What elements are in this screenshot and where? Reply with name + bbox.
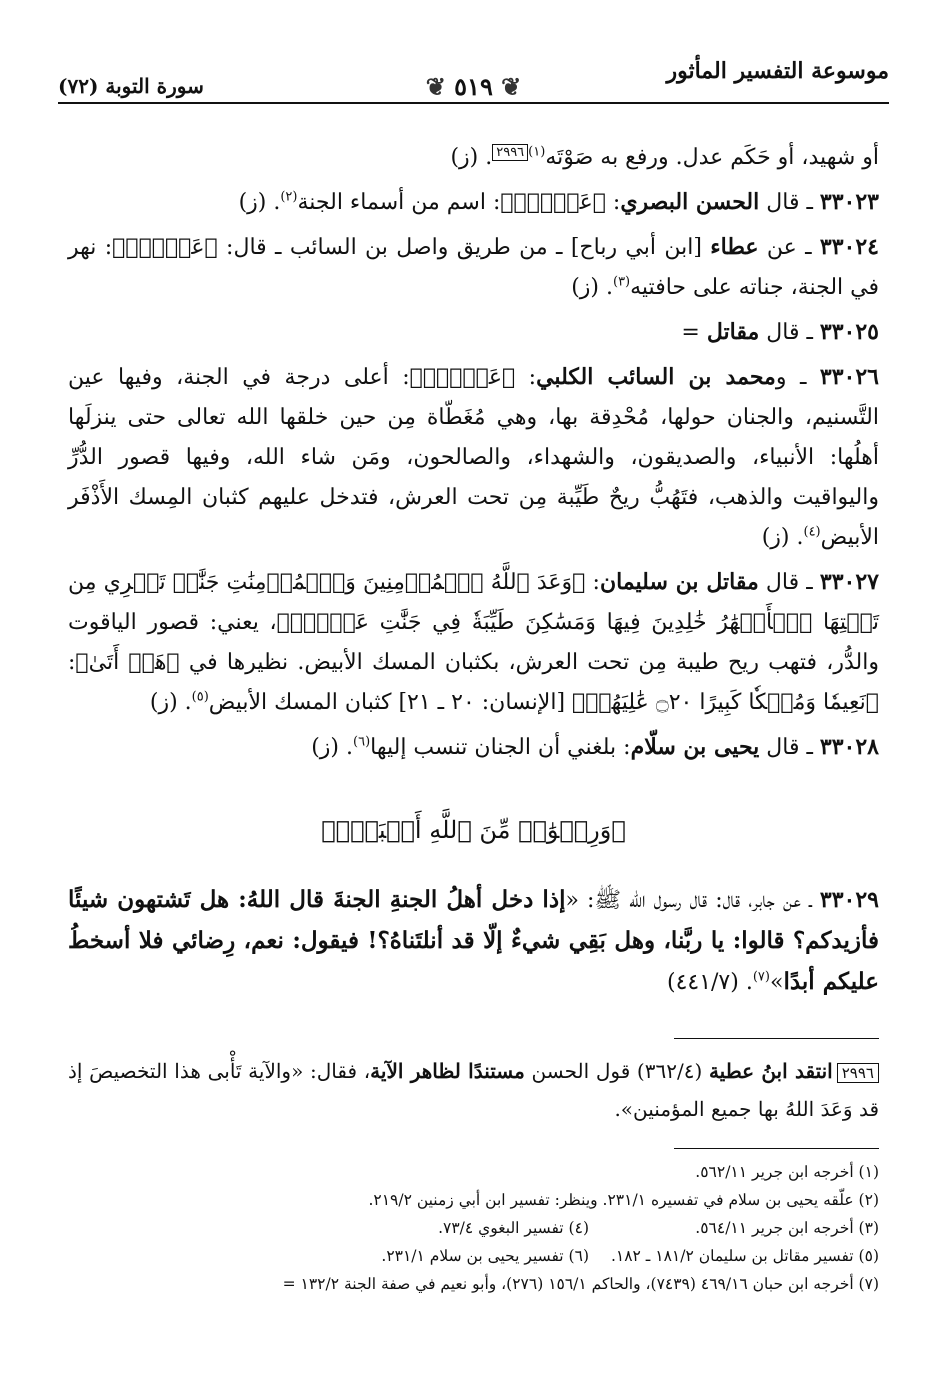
commentary-note (68, 1052, 879, 1128)
text: ـ و (775, 365, 820, 390)
narrator-name: عطاء (710, 234, 759, 260)
text: ، فقال: «والآية تَأْبى هذا التخصيصَ إذ قد وَعَدَ اللهُ بها جميع المؤمنين». (68, 1059, 879, 1121)
narration-33029 (68, 880, 879, 1003)
footnote-row (50, 1242, 879, 1270)
text: ـ قال (759, 320, 820, 345)
footnote: (٥) تفسير مقاتل بن سليمان ١٨١/٢ ـ ١٨٢. (610, 1247, 879, 1265)
narration-number: ٣٣٠٢٦ (819, 364, 879, 390)
footnote-ref: (٢) (280, 189, 298, 205)
header-rule (58, 102, 889, 104)
text: ـ قال (759, 190, 820, 215)
footnote: (١) أخرجه ابن جرير ٥٦٢/١١. (695, 1163, 879, 1181)
text: : ﴿وَعَدَ ٱللَّهُ ٱلۡمُؤۡمِنِينَ وَٱلۡمُؤۡمِنَٰتِ جَنَّٰتٖ تَجۡرِي مِن تَحۡتِهَا ٱلۡأَنۡهَٰرُ خَٰلِدِينَ فِيهَا وَمَسَٰكِنَ طَيِّبَةٗ فِي جَنَّٰتِ عَدۡنٍۚ﴾، يعني: قصور الياقوت والدُّر، فتهب ريح طيبة مِن تحت العرش، بكثبان المسك الأبيض. نظيرها في ﴿هَلۡ أَتَىٰ﴾: ﴿نَعِيمٗا وَمُلۡكٗا كَبِيرًا ۝٢٠ عَٰلِيَهُمۡ﴾ [الإنسان: ٢٠ ـ ٢١] كثبان المسك الأبيض (68, 570, 879, 715)
paragraph (68, 138, 879, 178)
footnote-ref: (٥) (191, 689, 209, 705)
footnote: (٢) علّقه يحيى بن سلام في تفسيره ٢٣١/١. وينظر: تفسير ابن أبي زمنين ٢١٩/٢. (368, 1191, 879, 1209)
text: . (ز) (571, 275, 613, 300)
narration-number: ٣٣٠٢٩ (819, 887, 879, 913)
narration-33027 (68, 562, 879, 723)
footnotes (50, 1158, 879, 1298)
narration-number: ٣٣٠٢٤ (819, 234, 879, 260)
narration-number: ٣٣٠٢٣ (819, 189, 879, 215)
commentary-number-box: ٢٩٩٦ (837, 1063, 879, 1083)
narration-33026 (68, 357, 879, 558)
footnote-ref: (٤) (803, 524, 821, 540)
text: (٣٦٢/٤) قول الحسن (524, 1059, 709, 1083)
footnote-ref: (٦) (353, 734, 371, 750)
book-title: موسوعة التفسير المأثور (666, 58, 889, 84)
verse-heading: ﴿وَرِضۡوَٰنٞ مِّنَ ٱللَّهِ أَكۡبَرُۚ﴾ (321, 816, 626, 844)
narrator-name: يحيى بن سلّام (630, 734, 760, 760)
footnote-ref: (١) (528, 144, 546, 160)
narration-number: ٣٣٠٢٥ (819, 319, 879, 345)
text: . (ز) (238, 190, 281, 215)
text: . (ز) (311, 735, 353, 760)
text: انتقد ابنُ عطية (708, 1059, 833, 1083)
narrator-name: مقاتل (706, 319, 760, 345)
commentary-ref-box: ٢٩٩٦ (492, 144, 528, 161)
narration-33024 (68, 227, 879, 308)
footnote-row (50, 1214, 879, 1242)
narration-33025 (68, 312, 879, 353)
text: : بلغني أن الجنان تنسب إليها (370, 735, 631, 760)
text: أو شهيد، أو حَكَم عدل. ورفع به صَوْتَه (545, 145, 879, 170)
narration-33028 (68, 727, 879, 768)
ornament-icon: ❦ (492, 72, 522, 101)
text: = (681, 320, 707, 345)
text: : ﴿عَدۡنٍۚ﴾: أعلى درجة في الجنة، وفيها عين التَّسنيم، والجنان حولها، مُحْدِقة بها، وهي مُغَطّاة مِن حين خلقها الله تعالى حتى ينزلَها أهلُها: الأنبياء، والصديقون، والشهداء، والصالحون، ومَن شاء الله، وفيها قصور الدُّرِّ واليواقيت والذهب، فتَهُبُّ ريحٌ طَيِّبة مِن تحت العرش، فتدخل عليهم كثبان المِسك الأَذْفَر الأبيض (68, 365, 879, 550)
text: . (ز) (149, 690, 192, 715)
text: مستندًا لظاهر الآية (370, 1059, 525, 1083)
main-text (68, 138, 879, 1007)
text: . (ز) (450, 145, 493, 170)
text: ـ قال (758, 570, 820, 595)
page-header (58, 52, 889, 104)
narrator-name: الحسن البصري (620, 189, 760, 215)
narration-33023 (68, 182, 879, 223)
text: ـ قال (759, 735, 820, 760)
footnote: (٦) تفسير يحيى بن سلام ٢٣١/١. (381, 1247, 589, 1265)
footnote-ref: (٧) (752, 969, 770, 985)
separator-line (674, 1148, 879, 1149)
hadith-text: إذا دخل أهلُ الجنةِ الجنةَ قال اللهُ: هل تَشتهون شيئًا فأزيدكم؟ قالوا: يا ربَّنا، وهل بَقِي شيءٌ إلّا قد أنلتَناهُ؟! فيقول: نعم، رِضائي فلا أسخطُ عليكم أبدًا (68, 886, 879, 995)
separator-line (674, 1038, 879, 1039)
text: [ابن أبي رباح] ـ من طريق واصل بن السائب ـ قال: ﴿عَدۡنٍۚ﴾: نهر في الجنة، جناته على حافتيه (68, 235, 879, 300)
surah-title: سورة التوبة (٧٢) (58, 74, 204, 98)
narration-number: ٣٣٠٢٨ (819, 734, 879, 760)
footnote: (٣) أخرجه ابن جرير ٥٦٤/١١. (695, 1219, 879, 1237)
text: » (769, 970, 784, 995)
text: . (ز) (761, 525, 804, 550)
narration-number: ٣٣٠٢٧ (819, 569, 879, 595)
ornament-icon: ❦ (425, 72, 455, 101)
footnote: (٧) أخرجه ابن حبان ٤٦٩/١٦ (٧٤٣٩)، والحاكم ١٥٦/١ (٢٧٦)، وأبو نعيم في صفة الجنة ١٣٢/٢ = (282, 1275, 879, 1293)
narrator-name: محمد بن السائب الكلبي (536, 364, 776, 390)
text: . (٤٤١/٧) (666, 970, 753, 995)
page-number-text: ٥١٩ (454, 72, 493, 101)
footnote: (٤) تفسير البغوي ٧٣/٤. (438, 1219, 589, 1237)
text: : ﴿عَدۡنٍۚ﴾: اسم من أسماء الجنة (297, 190, 621, 215)
narrator-name: مقاتل بن سليمان (599, 569, 759, 595)
text: ـ عن جابر، قال: قال رسول الله ﷺ: « (565, 888, 820, 913)
footnote-ref: (٣) (612, 274, 631, 290)
text: ـ عن (758, 235, 820, 260)
